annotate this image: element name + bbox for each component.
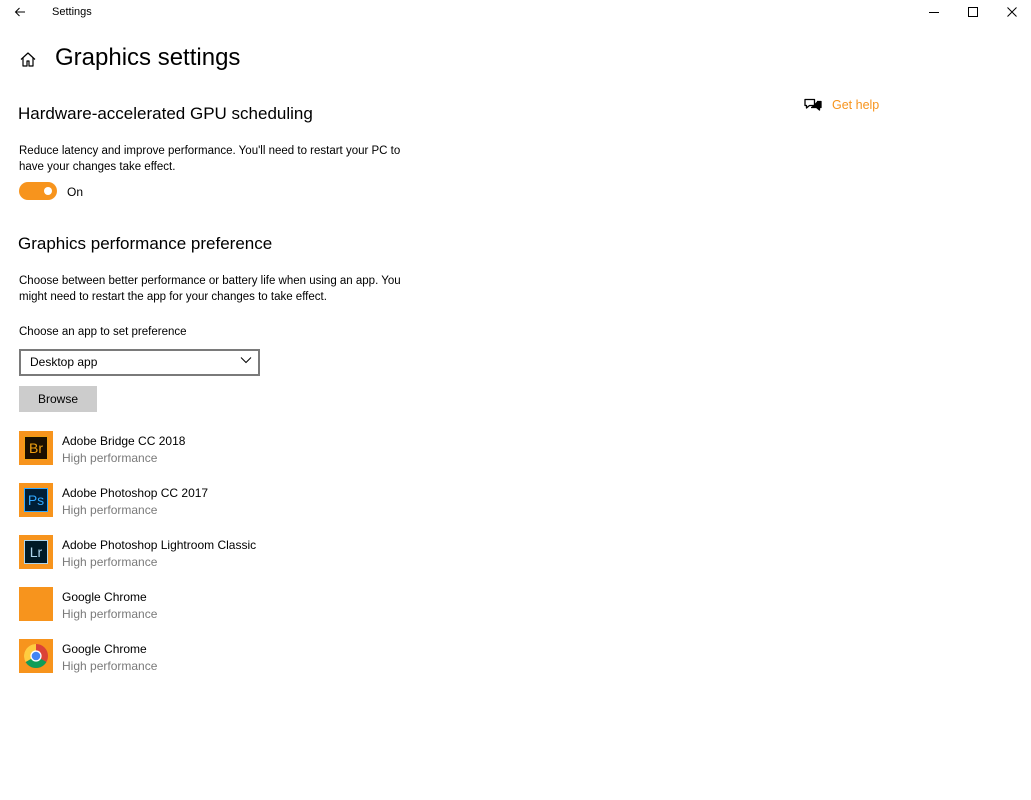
app-name: Adobe Photoshop CC 2017 <box>62 486 209 500</box>
chrome-logo <box>19 639 53 673</box>
maximize-button[interactable] <box>955 0 991 24</box>
adobe-lightroom-icon <box>19 535 53 569</box>
bridge-badge: Br <box>24 436 48 460</box>
lightroom-badge: Lr <box>24 540 48 564</box>
app-name: Adobe Bridge CC 2018 <box>62 434 186 448</box>
adobe-bridge-icon <box>19 431 53 465</box>
get-help-link[interactable] <box>804 97 879 113</box>
browse-button[interactable]: Browse <box>19 386 97 412</box>
back-arrow-icon <box>14 7 26 17</box>
close-icon <box>1007 7 1017 17</box>
preference-description: Choose between better performance or battery life when using an app. You might need to restart the app for your changes to take effect. <box>19 275 401 303</box>
app-name: Adobe Photoshop Lightroom Classic <box>62 538 257 552</box>
app-preference: High performance <box>62 451 158 465</box>
window-title: Settings <box>52 6 92 18</box>
chat-help-icon <box>804 97 822 113</box>
maximize-icon <box>968 7 978 17</box>
home-icon <box>18 50 38 70</box>
preference-heading: Graphics performance preference <box>18 234 273 253</box>
page-title: Graphics settings <box>55 44 241 71</box>
app-preference: High performance <box>62 503 158 517</box>
minimize-icon <box>929 7 939 17</box>
gpu-scheduling-description: Reduce latency and improve performance. You'll need to restart your PC to have your changes take effect. <box>19 145 401 173</box>
app-name: Google Chrome <box>62 642 147 656</box>
photoshop-badge: Ps <box>24 488 48 512</box>
app-name: Google Chrome <box>62 590 147 604</box>
app-type-value: Desktop app <box>30 355 98 369</box>
app-preference: High performance <box>62 555 158 569</box>
gpu-scheduling-heading: Hardware-accelerated GPU scheduling <box>18 104 313 123</box>
blank-app-icon <box>19 587 53 621</box>
title-bar <box>0 0 1031 24</box>
toggle-state-label: On <box>67 185 84 199</box>
adobe-photoshop-icon <box>19 483 53 517</box>
app-preference: High performance <box>62 607 158 621</box>
minimize-button[interactable] <box>916 0 952 24</box>
chevron-down-icon <box>240 356 252 364</box>
app-type-select[interactable] <box>19 349 260 376</box>
app-type-label: Choose an app to set preference <box>19 326 187 338</box>
back-button[interactable] <box>10 2 30 22</box>
close-button[interactable] <box>994 0 1030 24</box>
chrome-icon <box>19 639 53 673</box>
toggle-knob <box>44 187 52 195</box>
get-help-label[interactable]: Get help <box>832 98 880 112</box>
app-preference: High performance <box>62 659 158 673</box>
home-button[interactable] <box>18 50 38 70</box>
gpu-scheduling-toggle[interactable] <box>19 182 57 200</box>
